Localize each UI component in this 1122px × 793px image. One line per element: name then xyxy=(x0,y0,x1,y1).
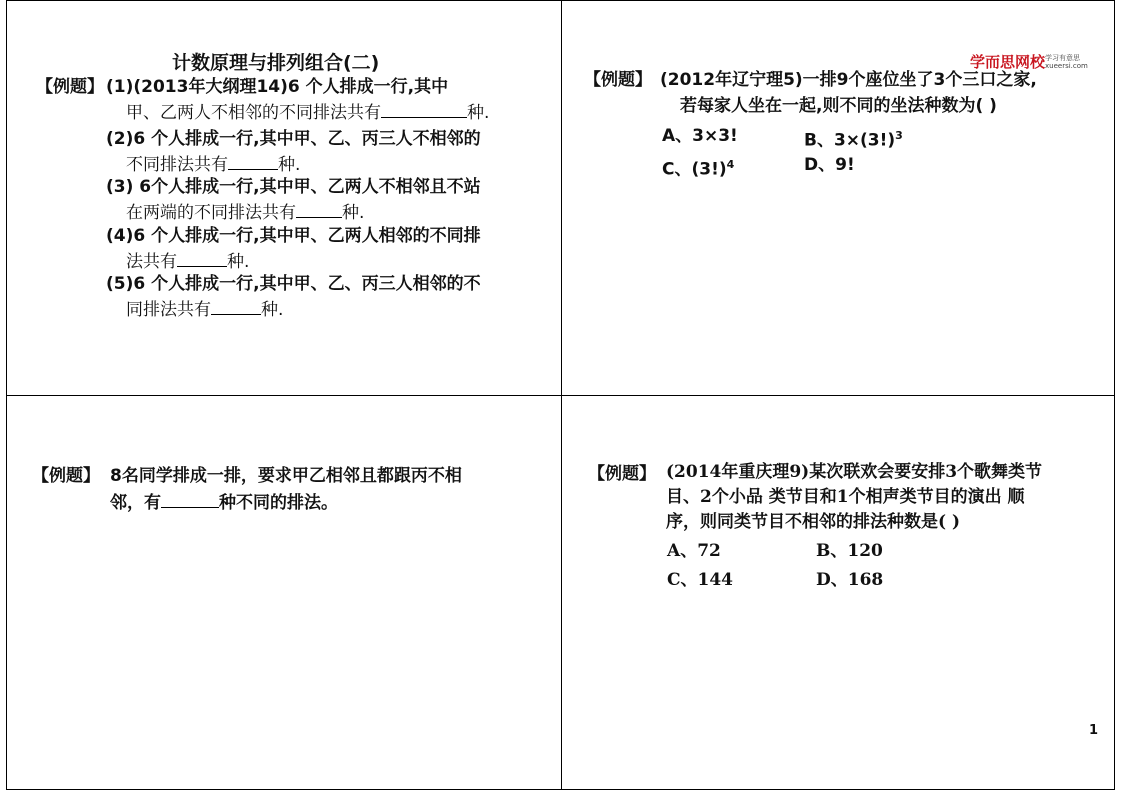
slide1-item-5-line2 xyxy=(126,296,283,322)
answer-blank xyxy=(228,151,278,170)
slide1-item-4-suffix: 种. xyxy=(227,252,250,272)
slide3-line2-suffix: 种不同的排法。 xyxy=(219,493,338,513)
option-d: D、168 xyxy=(816,570,884,590)
answer-blank xyxy=(177,248,227,267)
slide1-item-3-text: 在两端的不同排法共有 xyxy=(126,203,296,223)
answer-blank xyxy=(211,296,261,315)
slide2-line1: (2012年辽宁理5)一排9个座位坐了3个三口之家, xyxy=(660,70,1037,90)
slide1-item-3-line2 xyxy=(126,199,364,225)
slide1-item-5-suffix: 种. xyxy=(261,300,284,320)
option-c xyxy=(662,153,734,182)
option-b-text: B、3×(3!) xyxy=(804,130,896,151)
option-c: C、144 xyxy=(667,570,734,590)
answer-blank xyxy=(296,199,342,218)
option-b-exponent: 3 xyxy=(895,129,903,142)
slide1-item-3: (3) 6个人排成一行,其中甲、乙两人不相邻且不站 在两端的不同排法共有 种. xyxy=(106,177,481,223)
slide1-item-1-suffix: 种. xyxy=(467,103,490,123)
answer-blank xyxy=(161,489,219,508)
slide1-title: 计数原理与排列组合(二) xyxy=(172,52,380,74)
page-number: 1 xyxy=(1089,723,1099,738)
slide2-tag: 【例题】 xyxy=(584,70,652,90)
slide1-item-3-suffix: 种. xyxy=(342,203,365,223)
slide4-line3: 序，则同类节目不相邻的排法种数是( ) xyxy=(666,512,961,532)
option-d: D、9! xyxy=(804,155,855,175)
option-b xyxy=(804,124,903,153)
slide1-tag: 【例题】 xyxy=(36,77,104,97)
slide1-item-2-text: 不同排法共有 xyxy=(126,155,228,175)
slide1-item-1-line2 xyxy=(126,99,489,125)
slide3-tag: 【例题】 xyxy=(32,466,100,486)
horizontal-divider xyxy=(6,395,1115,396)
slide1-item-2-suffix: 种. xyxy=(278,155,301,175)
option-a: A、3×3! xyxy=(662,126,738,146)
slide1-item-5: (5)6 个人排成一行,其中甲、乙、丙三人相邻的不 同排法共有 种. xyxy=(106,274,481,320)
slide1-item-4-text: 法共有 xyxy=(126,252,177,272)
slide1-item-4: (4)6 个人排成一行,其中甲、乙两人相邻的不同排 法共有 种. xyxy=(106,226,481,272)
option-a: A、72 xyxy=(667,541,721,561)
slide1-item-4-line2 xyxy=(126,248,249,274)
xueersi-logo-sub xyxy=(1045,54,1088,70)
slide4-line1: (2014年重庆理9)某次联欢会要安排3个歌舞类节 xyxy=(666,462,1043,482)
slide2-line2: 若每家人坐在一起,则不同的坐法种数为( ) xyxy=(680,96,997,116)
xueersi-logo: 学而思网校 xyxy=(970,53,1046,71)
slide3-line2-text: 邻，有 xyxy=(110,493,161,513)
logo-slogan: 学习有意思 xyxy=(1045,54,1080,62)
slide1-item-1: (1)(2013年大纲理14)6 个人排成一行,其中 甲、乙两人不相邻的不同排法共有 种. xyxy=(106,77,490,123)
slide4-tag: 【例题】 xyxy=(588,464,656,484)
slide3-line2 xyxy=(110,489,338,515)
slide1-item-2: (2)6 个人排成一行,其中甲、乙、丙三人不相邻的 不同排法共有 种. xyxy=(106,129,481,175)
option-c-exponent: 4 xyxy=(726,158,735,171)
slide1-item-1-text: 甲、乙两人不相邻的不同排法共有 xyxy=(126,103,381,123)
answer-blank xyxy=(381,99,467,118)
slide3-line1: 8名同学排成一排，要求甲乙相邻且都跟丙不相 xyxy=(110,466,462,486)
logo-domain: xueersi.com xyxy=(1045,62,1088,70)
option-c-text: C、(3!) xyxy=(662,159,727,180)
slide1-item-2-line2 xyxy=(126,151,300,177)
slide1-item-5-text: 同排法共有 xyxy=(126,300,211,320)
slide4-line2: 目、2个小品 类节目和1个相声类节目的演出 顺 xyxy=(666,487,1025,507)
option-b: B、120 xyxy=(816,541,883,561)
